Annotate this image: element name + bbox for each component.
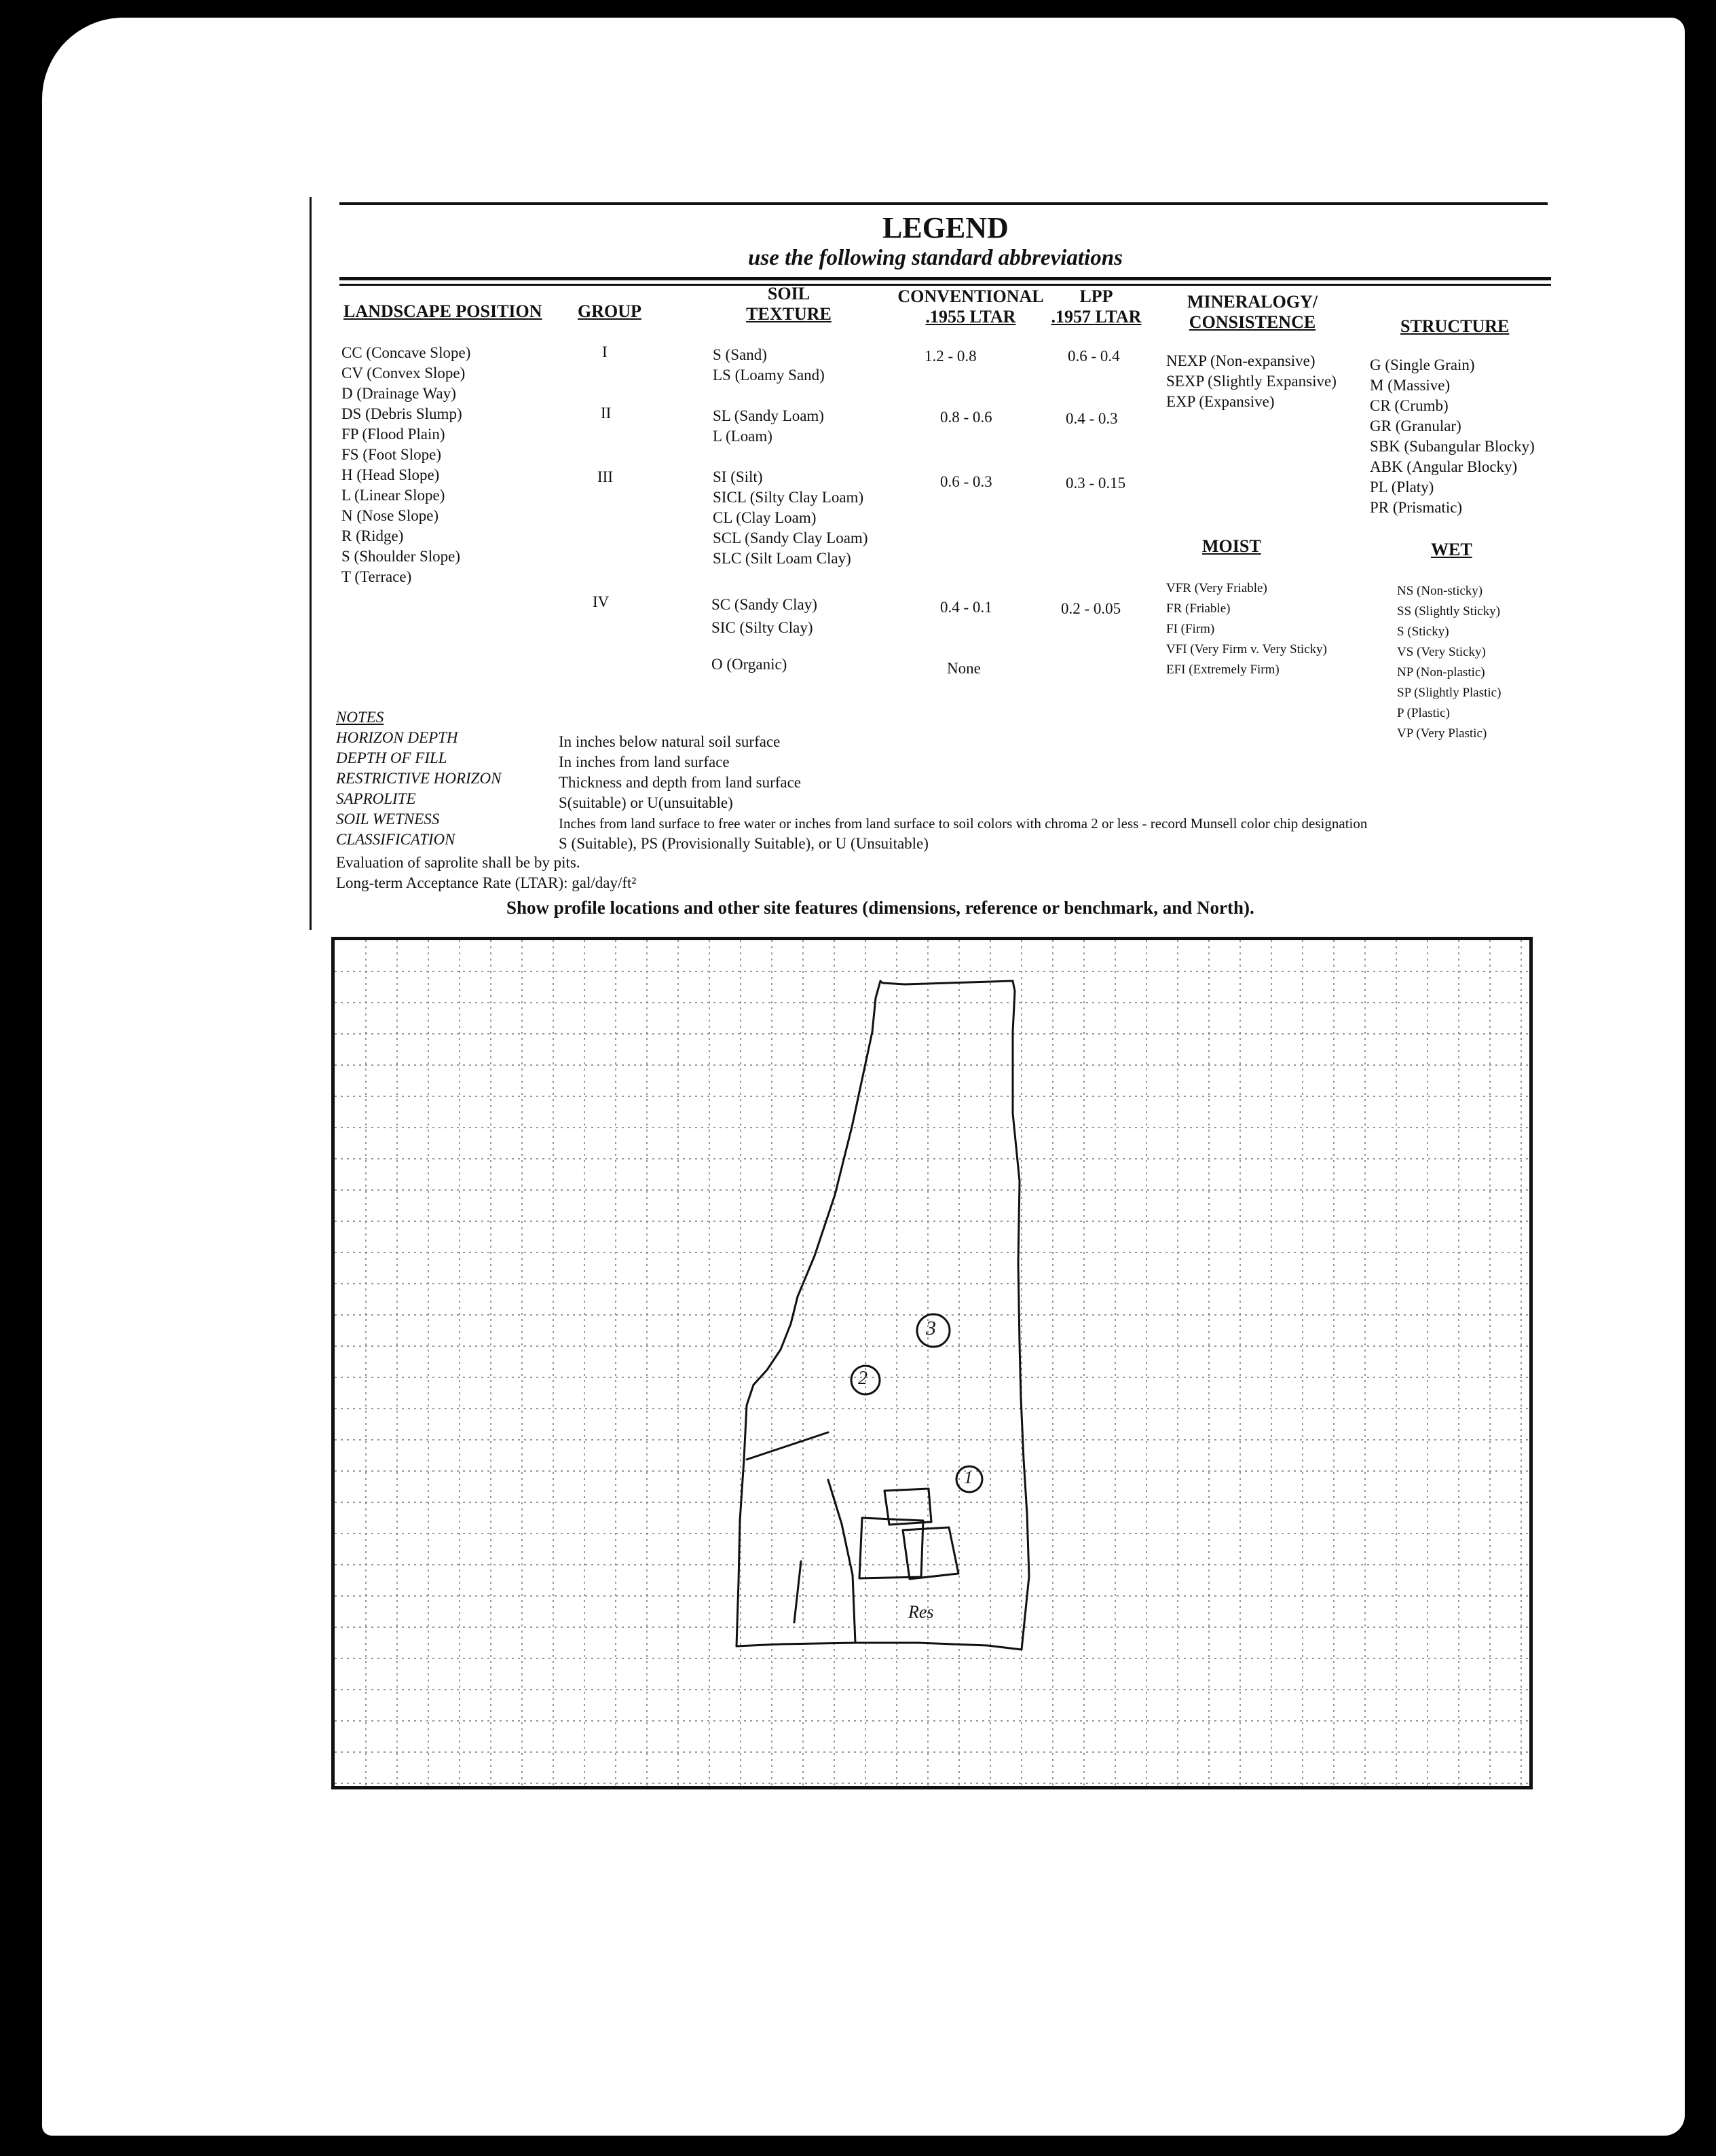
landscape-item: R (Ridge) [341, 527, 404, 544]
profile-marker-1: 1 [964, 1468, 973, 1487]
texture-item: SC (Sandy Clay) [711, 596, 817, 613]
note-key: RESTRICTIVE HORIZON [336, 770, 502, 787]
landscape-item: CV (Convex Slope) [341, 365, 466, 382]
texture-item: SI (Silt) [713, 468, 763, 485]
structure-item: GR (Granular) [1370, 417, 1461, 434]
note-value: In inches below natural soil surface [559, 733, 781, 750]
legend-title: LEGEND [882, 211, 1009, 244]
texture-item: SIC (Silty Clay) [711, 619, 813, 636]
note-key: SOIL WETNESS [336, 811, 440, 828]
mineralogy-item: SEXP (Slightly Expansive) [1166, 373, 1337, 390]
landscape-item: FP (Flood Plain) [341, 426, 445, 443]
note-value: In inches from land surface [559, 754, 730, 770]
header-moist: MOIST [1202, 536, 1261, 556]
header-structure: STRUCTURE [1400, 316, 1510, 336]
note-value: S (Suitable), PS (Provisionally Suitable), or U (Unsuitable) [559, 835, 929, 852]
conventional-value: None [947, 660, 981, 677]
wet-item: VP (Very Plastic) [1397, 726, 1487, 741]
wet-item: VS (Very Sticky) [1397, 645, 1486, 659]
house-label: Res [908, 1602, 934, 1622]
landscape-item: S (Shoulder Slope) [341, 548, 461, 565]
note-value: S(suitable) or U(unsuitable) [559, 794, 733, 811]
header-group: GROUP [578, 301, 641, 321]
structure-item: G (Single Grain) [1370, 356, 1475, 373]
note-value: Inches from land surface to free water or inches from land surface to soil colors with chroma 2 or less - record Munsell color chip designation [559, 815, 1368, 832]
header-landscape-position: LANDSCAPE POSITION [343, 301, 542, 321]
texture-item: SCL (Sandy Clay Loam) [713, 529, 868, 546]
header-soil-line2: TEXTURE [746, 304, 832, 324]
moist-item: EFI (Extremely Firm) [1166, 663, 1280, 677]
texture-item: L (Loam) [713, 428, 772, 445]
wet-item: SS (Slightly Sticky) [1397, 604, 1501, 618]
landscape-item: DS (Debris Slump) [341, 405, 462, 422]
texture-item: SL (Sandy Loam) [713, 407, 824, 424]
group-4: IV [593, 593, 610, 610]
moist-item: VFR (Very Friable) [1166, 581, 1267, 595]
landscape-item: T (Terrace) [341, 568, 412, 585]
house-side-line [828, 1480, 855, 1643]
texture-organic: O (Organic) [711, 656, 787, 673]
conventional-value: 1.2 - 0.8 [925, 348, 977, 365]
header-lpp-line2: .1957 LTAR [1051, 307, 1142, 327]
texture-item: CL (Clay Loam) [713, 509, 817, 526]
wet-item: NS (Non-sticky) [1397, 584, 1483, 598]
wet-item: SP (Slightly Plastic) [1397, 686, 1502, 700]
moist-item: VFI (Very Firm v. Very Sticky) [1166, 642, 1327, 656]
landscape-item: L (Linear Slope) [341, 487, 445, 504]
wet-item: S (Sticky) [1397, 625, 1449, 639]
house-box-3 [903, 1527, 958, 1579]
wet-item: NP (Non-plastic) [1397, 665, 1485, 680]
structure-item: M (Massive) [1370, 377, 1451, 394]
header-min-line1: MINERALOGY/ [1187, 292, 1318, 312]
header-soil-line1: SOIL [767, 284, 810, 303]
show-profile-instruction: Show profile locations and other site features (dimensions, reference or benchmark, and North). [506, 897, 1254, 918]
house-line-b [794, 1561, 801, 1622]
header-lpp-line1: LPP [1079, 286, 1113, 306]
header-min-line2: CONSISTENCE [1189, 312, 1316, 332]
ltar-note: Long-term Acceptance Rate (LTAR): gal/day/ft² [336, 874, 637, 891]
header-wet: WET [1431, 540, 1472, 559]
landscape-item: N (Nose Slope) [341, 507, 439, 524]
landscape-item: D (Drainage Way) [341, 385, 456, 402]
note-key: CLASSIFICATION [336, 831, 455, 848]
landscape-item: FS (Foot Slope) [341, 446, 441, 463]
group-1: I [602, 343, 608, 360]
note-key: HORIZON DEPTH [336, 729, 458, 746]
structure-item: PR (Prismatic) [1370, 499, 1463, 516]
legend-subtitle: use the following standard abbreviations [748, 246, 1123, 270]
note-value: Thickness and depth from land surface [559, 774, 802, 791]
wet-item: P (Plastic) [1397, 706, 1450, 720]
house-box-2 [859, 1518, 923, 1578]
structure-item: SBK (Subangular Blocky) [1370, 438, 1535, 455]
lpp-value: 0.2 - 0.05 [1061, 600, 1121, 617]
moist-item: FI (Firm) [1166, 622, 1215, 636]
landscape-item: H (Head Slope) [341, 466, 440, 483]
texture-item: SLC (Silt Loam Clay) [713, 550, 851, 567]
profile-marker-3: 3 [926, 1317, 936, 1339]
group-3: III [597, 468, 613, 485]
header-conv-line1: CONVENTIONAL [897, 286, 1044, 306]
note-key: SAPROLITE [336, 790, 416, 807]
conventional-value: 0.6 - 0.3 [940, 473, 992, 490]
structure-item: ABK (Angular Blocky) [1370, 458, 1518, 475]
texture-item: S (Sand) [713, 346, 767, 363]
saprolite-note: Evaluation of saprolite shall be by pits. [336, 854, 580, 871]
lpp-value: 0.6 - 0.4 [1068, 348, 1120, 365]
texture-item: SICL (Silty Clay Loam) [713, 489, 864, 506]
moist-item: FR (Friable) [1166, 601, 1231, 616]
lpp-value: 0.4 - 0.3 [1066, 410, 1118, 427]
structure-item: CR (Crumb) [1370, 397, 1449, 414]
notes-heading: NOTES [336, 709, 384, 726]
profile-marker-2: 2 [858, 1368, 868, 1389]
lpp-value: 0.3 - 0.15 [1066, 475, 1126, 491]
mineralogy-item: EXP (Expansive) [1166, 393, 1275, 410]
structure-item: PL (Platy) [1370, 479, 1434, 496]
header-conv-line2: .1955 LTAR [925, 307, 1016, 327]
interior-line [747, 1432, 828, 1460]
landscape-item: CC (Concave Slope) [341, 344, 471, 361]
mineralogy-item: NEXP (Non-expansive) [1166, 352, 1316, 369]
conventional-value: 0.4 - 0.1 [940, 599, 992, 616]
group-2: II [601, 405, 612, 422]
note-key: DEPTH OF FILL [336, 749, 447, 766]
texture-item: LS (Loamy Sand) [713, 367, 825, 384]
conventional-value: 0.8 - 0.6 [940, 409, 992, 426]
lot-outline [736, 981, 1029, 1650]
